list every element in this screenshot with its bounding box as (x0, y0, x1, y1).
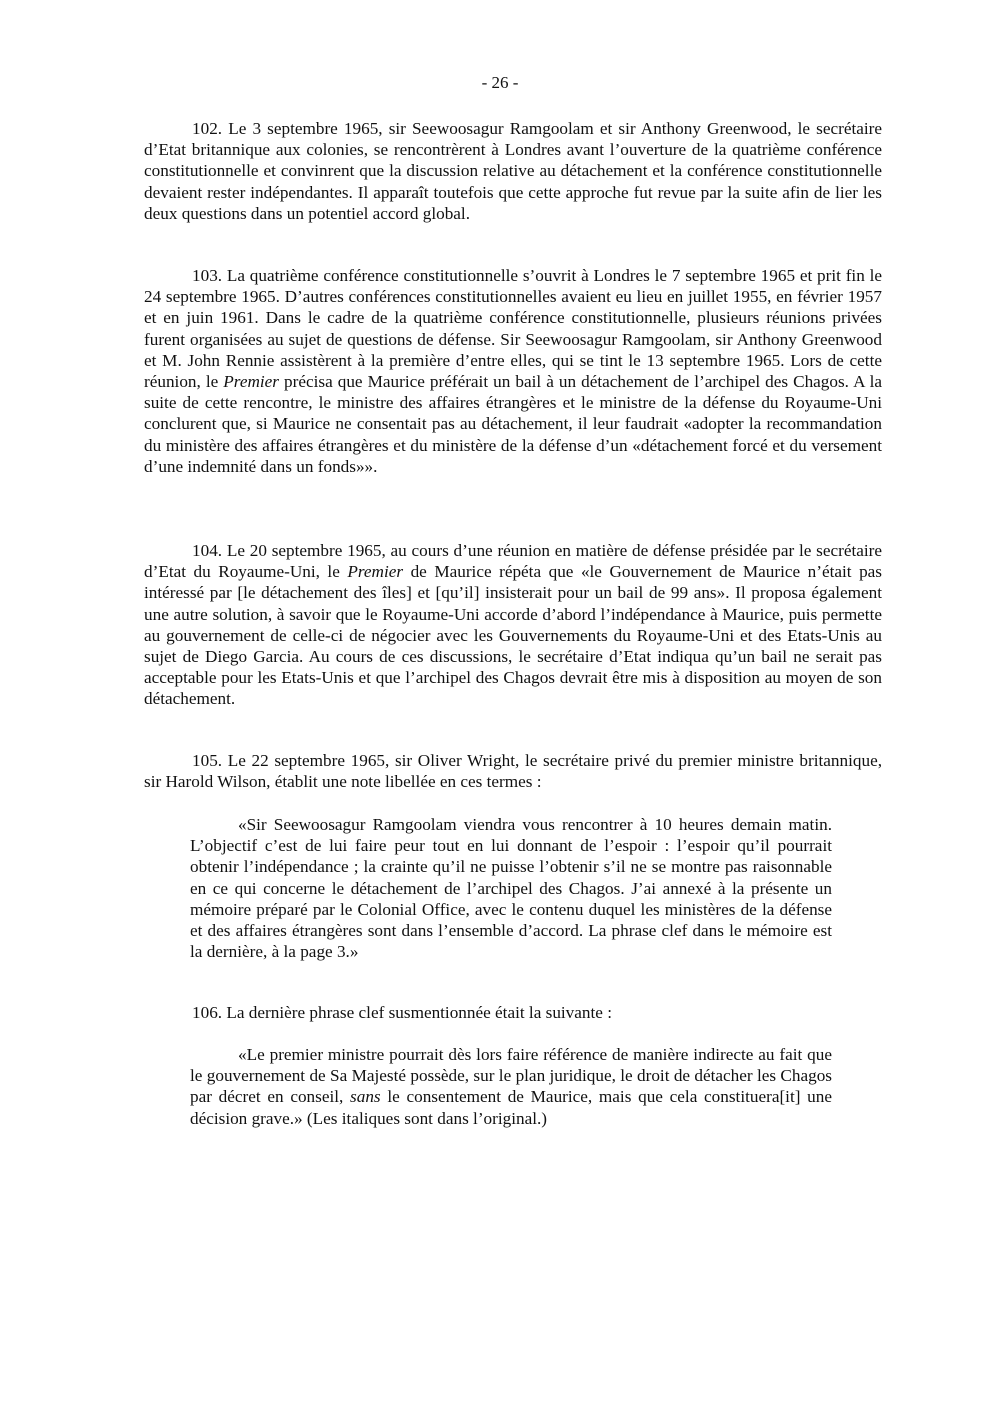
paragraph-text: Le 3 septembre 1965, sir Seewoosagur Ramgoolam et sir Anthony Greenwood, le secrétaire d’Etat britannique aux colonies, se rencontrèrent à Londres avant l’ouverture de la quatrième conférence constitutionnelle et convinrent que la discussion relative au détachement et la conférence constitutionnelle devaient rester indépendantes. Il apparaît toutefois que cette approche fut revue par la suite afin de lier les deux questions dans un potentiel accord global. (144, 119, 882, 223)
paragraph-number: 104. (192, 541, 223, 560)
paragraph-text: Le 20 septembre 1965, au cours d’une réunion en matière de défense présidée par le secrétaire d’Etat du Royaume-Uni, le (144, 541, 883, 582)
paragraph-number: 106. (192, 1003, 223, 1022)
paragraph-104 (144, 540, 882, 710)
paragraph-106 (144, 1002, 882, 1023)
quote-text: «Le premier ministre pourrait dès lors faire référence de manière indirecte au fait que le gouvernement de Sa Majesté possède, sur le plan juridique, le droit de détacher les Chagos par décret en conseil, (190, 1045, 832, 1107)
quote-text-cont: le consentement de Maurice, mais que cela constituera[it] une décision grave.» (Les italiques sont dans l’original.) (190, 1087, 832, 1128)
quote-text: «Sir Seewoosagur Ramgoolam viendra vous rencontrer à 10 heures demain matin. L’objectif c’est de lui faire peur tout en lui donnant de l’espoir : l’espoir qu’il pourrait obtenir l’indépendance ; la crainte qu’il ne puisse l’obtenir s’il ne se montre pas raisonnable en ce qui concerne le détachement de l’archipel des Chagos. J’ai annexé à la présente un mémoire préparé par le Colonial Office, avec le contenu duquel les ministères de la défense et des affaires étrangères sont dans l’ensemble d’accord. La phrase clef dans le mémoire est la dernière, à la page 3.» (190, 815, 832, 962)
paragraph-text-cont: de Maurice répéta que «le Gouvernement de Maurice n’était pas intéressé par [le détachement des îles] et [qu’il] insisterait pour un bail de 99 ans». Il proposa également une autre solution, à savoir que le Royaume-Uni accorde d’abord l’indépendance à Maurice, puis permette au gouvernement de celle-ci de négocier avec les Gouvernements du Royaume-Uni et des Etats-Unis au sujet de Diego Garcia. Au cours de ces discussions, le secrétaire d’Etat indiqua qu’un bail ne serait pas acceptable pour les Etats-Unis et que l’archipel des Chagos devrait être mis à disposition au moyen de son détachement. (144, 562, 882, 709)
paragraph-text-cont: précisa que Maurice préférait un bail à un détachement de l’archipel des Chagos. A la suite de cette rencontre, le ministre des affaires étrangères et le ministre de la défense du Royaume-Uni conclurent que, si Maurice ne consentait pas au détachement, il leur faudrait «adopter la recommandation du ministère des affaires étrangères et du ministère de la défense d’un «détachement forcé et du versement d’une indemnité dans un fonds»». (144, 372, 882, 476)
paragraph-102 (144, 118, 882, 224)
paragraph-103 (144, 265, 882, 477)
block-quote-105 (190, 814, 832, 962)
paragraph-number: 102. (192, 119, 223, 138)
italic-term: Premier (347, 562, 404, 582)
block-quote-106 (190, 1044, 832, 1129)
paragraph-number: 105. (192, 751, 223, 770)
italic-term: Premier (223, 372, 279, 392)
paragraph-text: La quatrième conférence constitutionnelle s’ouvrit à Londres le 7 septembre 1965 et prit fin le 24 septembre 1965. D’autres conférences constitutionnelles avaient eu lieu en juillet 1955, en février 1957 et en juin 1961. Dans le cadre de la quatrième conférence constitutionnelle, plusieurs réunions privées furent organisées au sujet de questions de défense. Sir Seewoosagur Ramgoolam, sir Anthony Greenwood et M. John Rennie assistèrent à la première d’entre elles, qui se tint le 13 septembre 1965. Lors de cette réunion, le (144, 266, 882, 392)
italic-term: sans (350, 1087, 381, 1107)
page-number: - 26 - (481, 73, 519, 92)
paragraph-text: Le 22 septembre 1965, sir Oliver Wright, le secrétaire privé du premier ministre britannique, sir Harold Wilson, établit une note libellée en ces termes : (144, 751, 882, 792)
paragraph-105 (144, 750, 882, 792)
paragraph-number: 103. (192, 266, 223, 285)
paragraph-text: La dernière phrase clef susmentionnée était la suivante : (226, 1003, 612, 1022)
